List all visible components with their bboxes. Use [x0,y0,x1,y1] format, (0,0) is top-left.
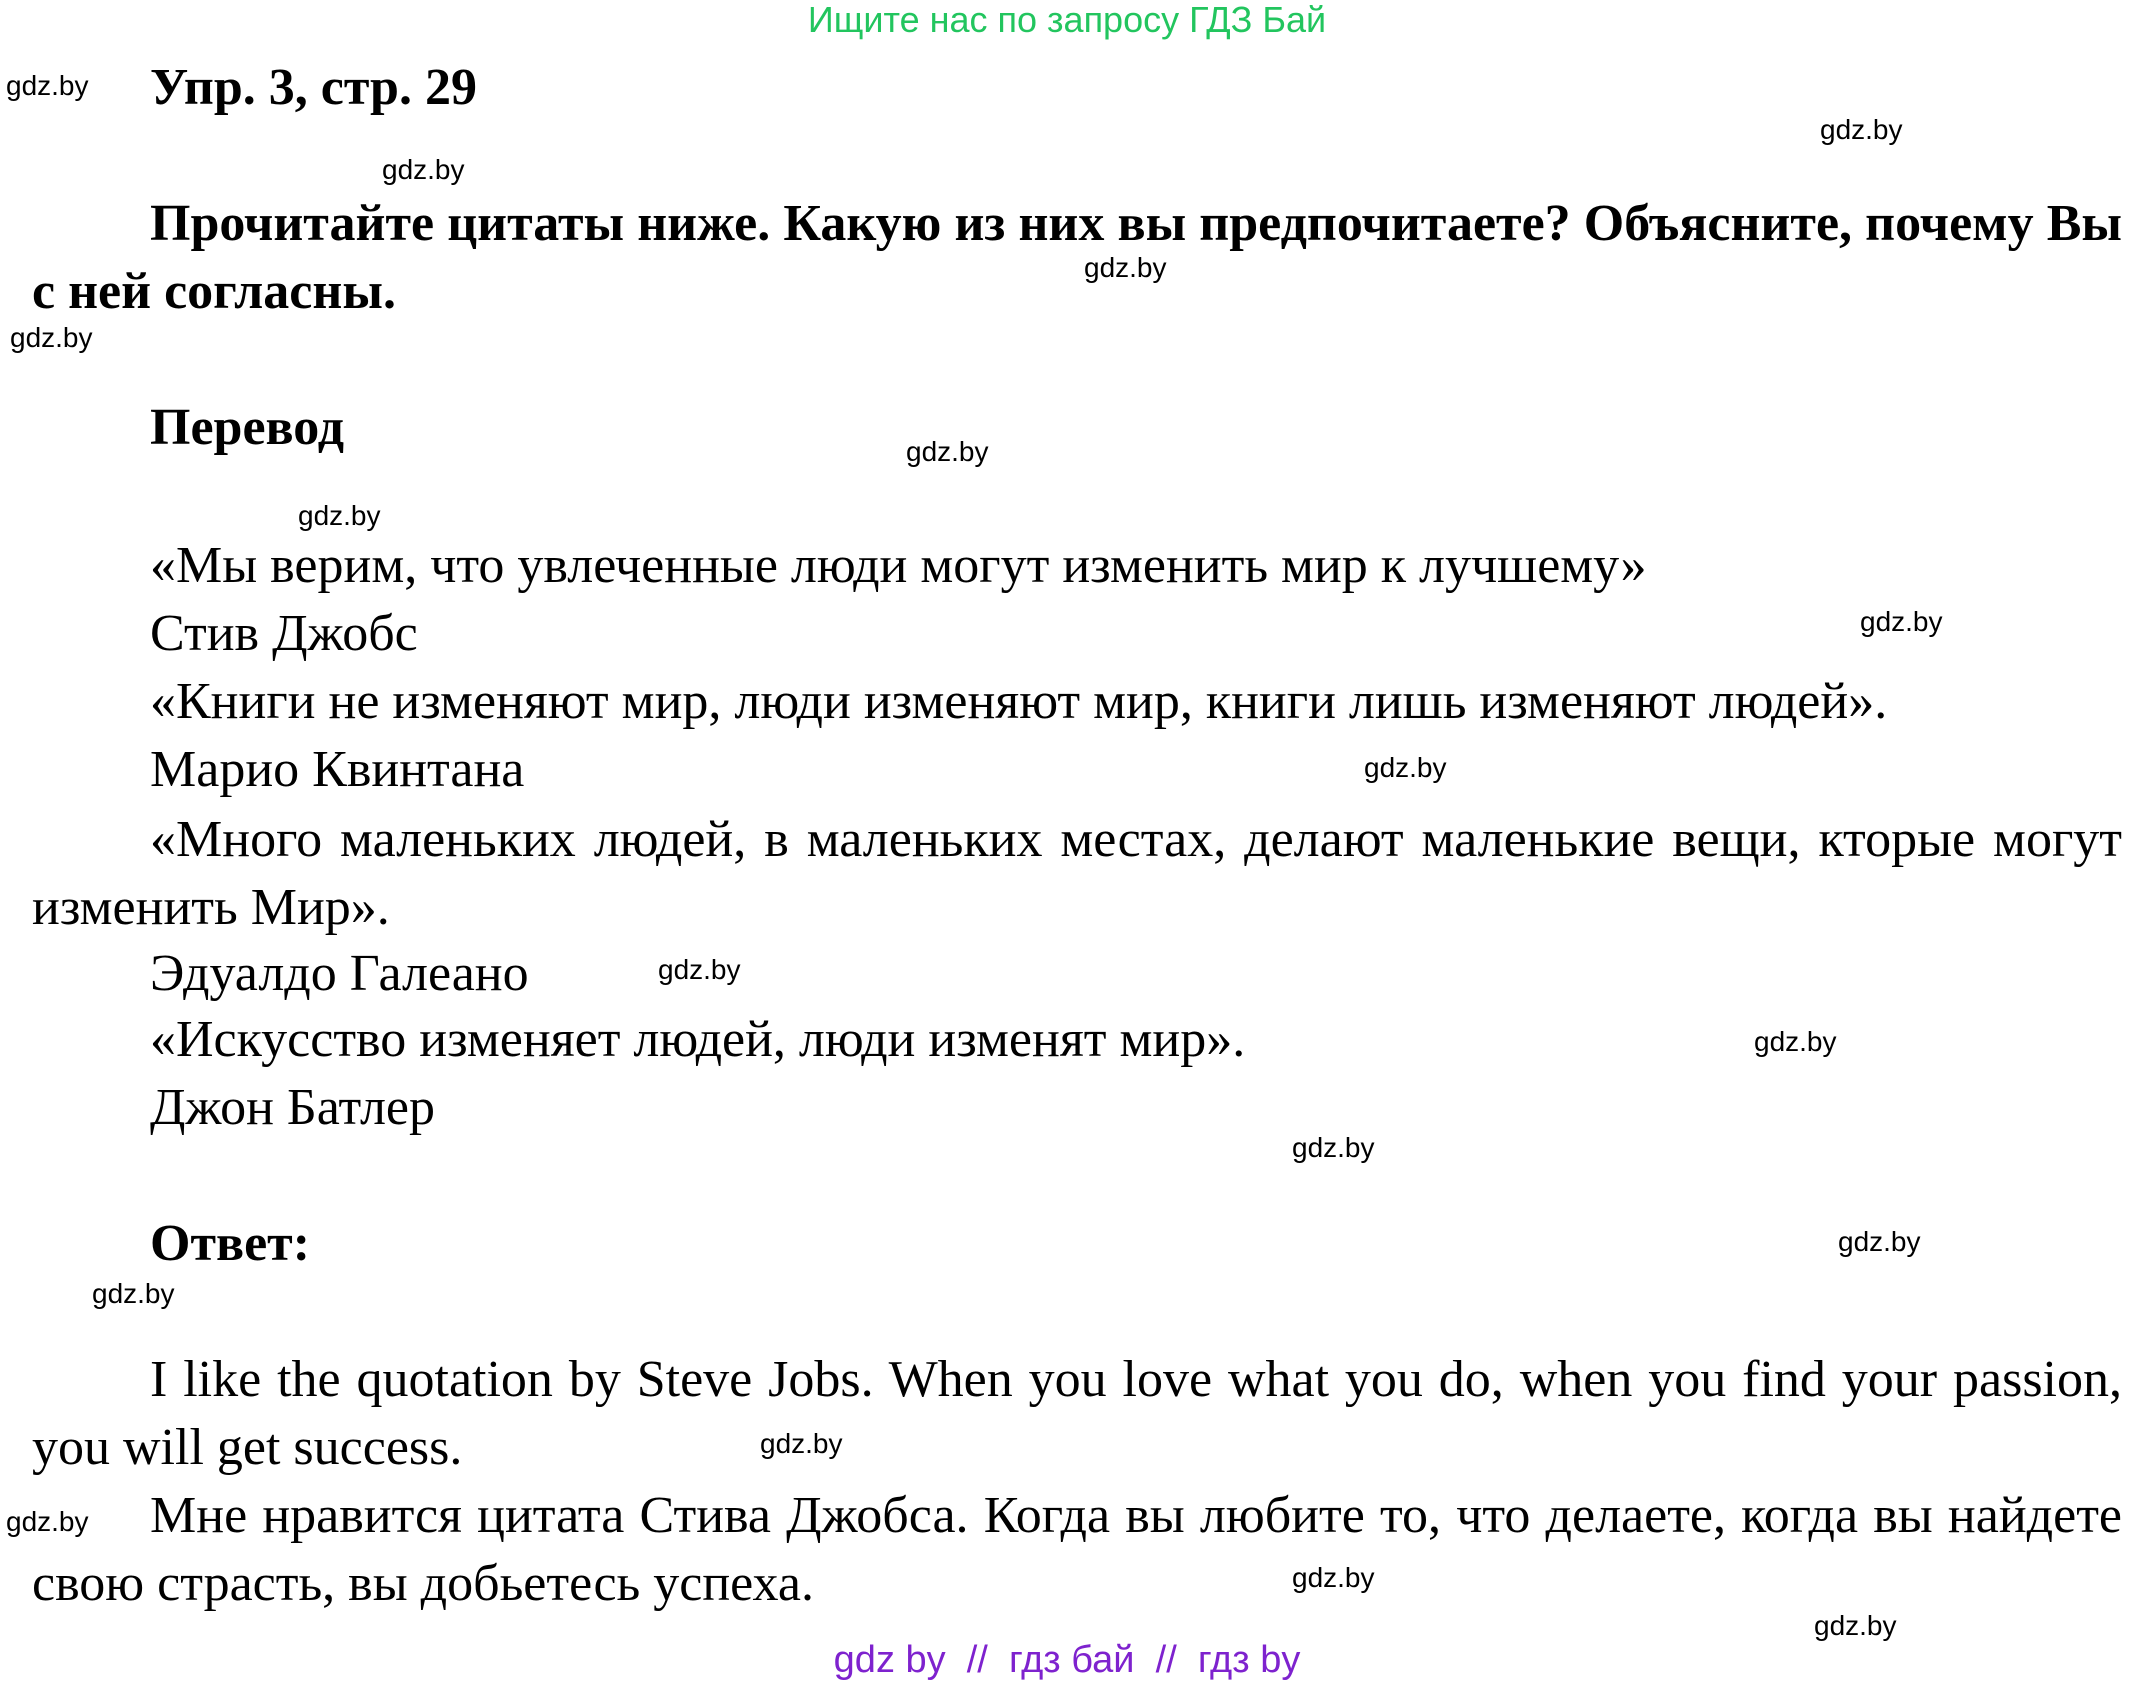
watermark: gdz.by [10,322,93,353]
quote-author: Джон Батлер [150,1079,435,1136]
watermark: gdz.by [906,436,989,467]
watermark: gdz.by [1860,606,1943,637]
watermark: gdz.by [382,154,465,185]
answer-heading: Ответ: [150,1215,311,1272]
quote-line: «Искусство изменяет людей, люди изменят мир». [150,1011,1246,1068]
watermark: gdz.by [1820,114,1903,145]
exercise-title: Упр. 3, стр. 29 [150,59,477,116]
watermark: gdz.by [1814,1610,1897,1641]
quote-author: Стив Джобс [150,605,418,662]
watermark: gdz.by [1838,1226,1921,1257]
watermark: gdz.by [6,1506,89,1537]
watermark: gdz.by [1084,252,1167,283]
top-banner[interactable]: Ищите нас по запросу ГДЗ Бай [807,0,1327,40]
quote-line: «Мы верим, что увлеченные люди могут изменить мир к лучшему» [150,537,1647,594]
watermark: gdz.by [1292,1132,1375,1163]
watermark: gdz.by [1364,752,1447,783]
watermark: gdz.by [6,70,89,101]
quote-paragraph: «Много маленьких людей, в маленьких местах, делают маленькие вещи, кторые могут изменить Мир». [32,811,2122,936]
translation-heading: Перевод [150,399,345,456]
quote-line: «Книги не изменяют мир, люди изменяют мир, книги лишь изменяют людей». [150,673,1888,730]
watermark: gdz.by [298,500,381,531]
answer-russian: Мне нравится цитата Стива Джобса. Когда вы любите то, что делаете, когда вы найдете свою страсть, вы добьетесь успеха. [32,1487,2122,1612]
footer-links[interactable]: gdz by // гдз бай // гдз by [833,1639,1301,1681]
watermark: gdz.by [760,1428,843,1459]
watermark: gdz.by [658,954,741,985]
answer-english: I like the quotation by Steve Jobs. When you love what you do, when you find your passion, you will get success. [32,1351,2122,1476]
quote-author: Марио Квинтана [150,741,525,798]
watermark: gdz.by [1754,1026,1837,1057]
watermark: gdz.by [1292,1562,1375,1593]
quote-author: Эдуалдо Галеано [150,945,529,1002]
task-text: Прочитайте цитаты ниже. Какую из них вы предпочитаете? Объясните, почему Вы с ней согласны. [32,195,2122,320]
watermark: gdz.by [92,1278,175,1309]
